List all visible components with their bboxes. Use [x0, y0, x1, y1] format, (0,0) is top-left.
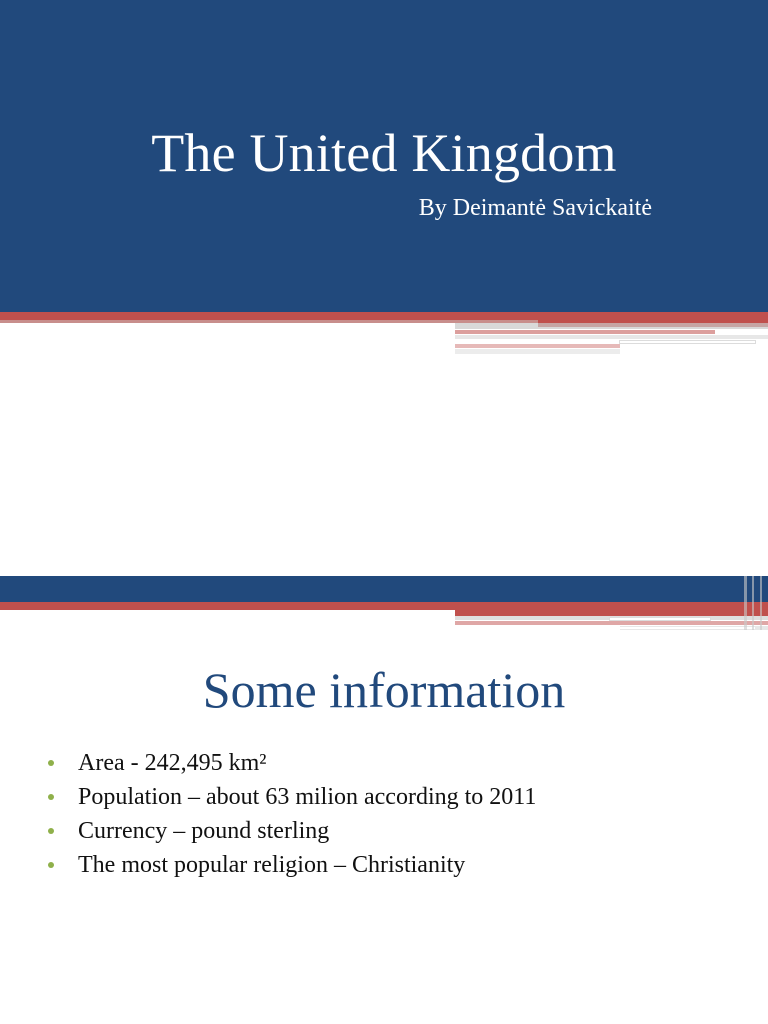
- section-heading: Some information: [202, 662, 566, 718]
- list-item-text: Area - 242,495 km²: [78, 750, 267, 776]
- list-item-text: The most popular religion – Christianity: [78, 852, 466, 878]
- content-slide: [0, 576, 768, 1024]
- shadow-line: [455, 323, 768, 329]
- slide-title: The United Kingdom: [151, 123, 617, 183]
- info-list: [48, 746, 536, 882]
- accent-line: [455, 621, 768, 625]
- list-item-text: Currency – pound sterling: [78, 818, 330, 844]
- list-item-text: Population – about 63 milion according to 2011: [78, 784, 537, 810]
- bullet-dot-icon: [48, 794, 54, 800]
- slide-subtitle: By Deimantė Savickaitė: [418, 195, 652, 221]
- accent-line: [455, 330, 715, 334]
- edge-line: [744, 576, 747, 630]
- shadow-line: [455, 335, 768, 339]
- header-band: [0, 576, 768, 602]
- accent-line: [455, 344, 620, 348]
- highlight-line: [610, 618, 710, 620]
- edge-line: [752, 576, 754, 630]
- highlight-line: [620, 627, 755, 629]
- shadow-line: [455, 349, 620, 354]
- bullet-dot-icon: [48, 828, 54, 834]
- list-item: [48, 848, 536, 882]
- edge-line: [760, 576, 762, 630]
- list-item: [48, 780, 536, 814]
- accent-block: [455, 602, 768, 616]
- list-item: [48, 814, 536, 848]
- bullet-dot-icon: [48, 862, 54, 868]
- highlight-line: [620, 341, 755, 343]
- bullet-dot-icon: [48, 760, 54, 766]
- list-item: [48, 746, 536, 780]
